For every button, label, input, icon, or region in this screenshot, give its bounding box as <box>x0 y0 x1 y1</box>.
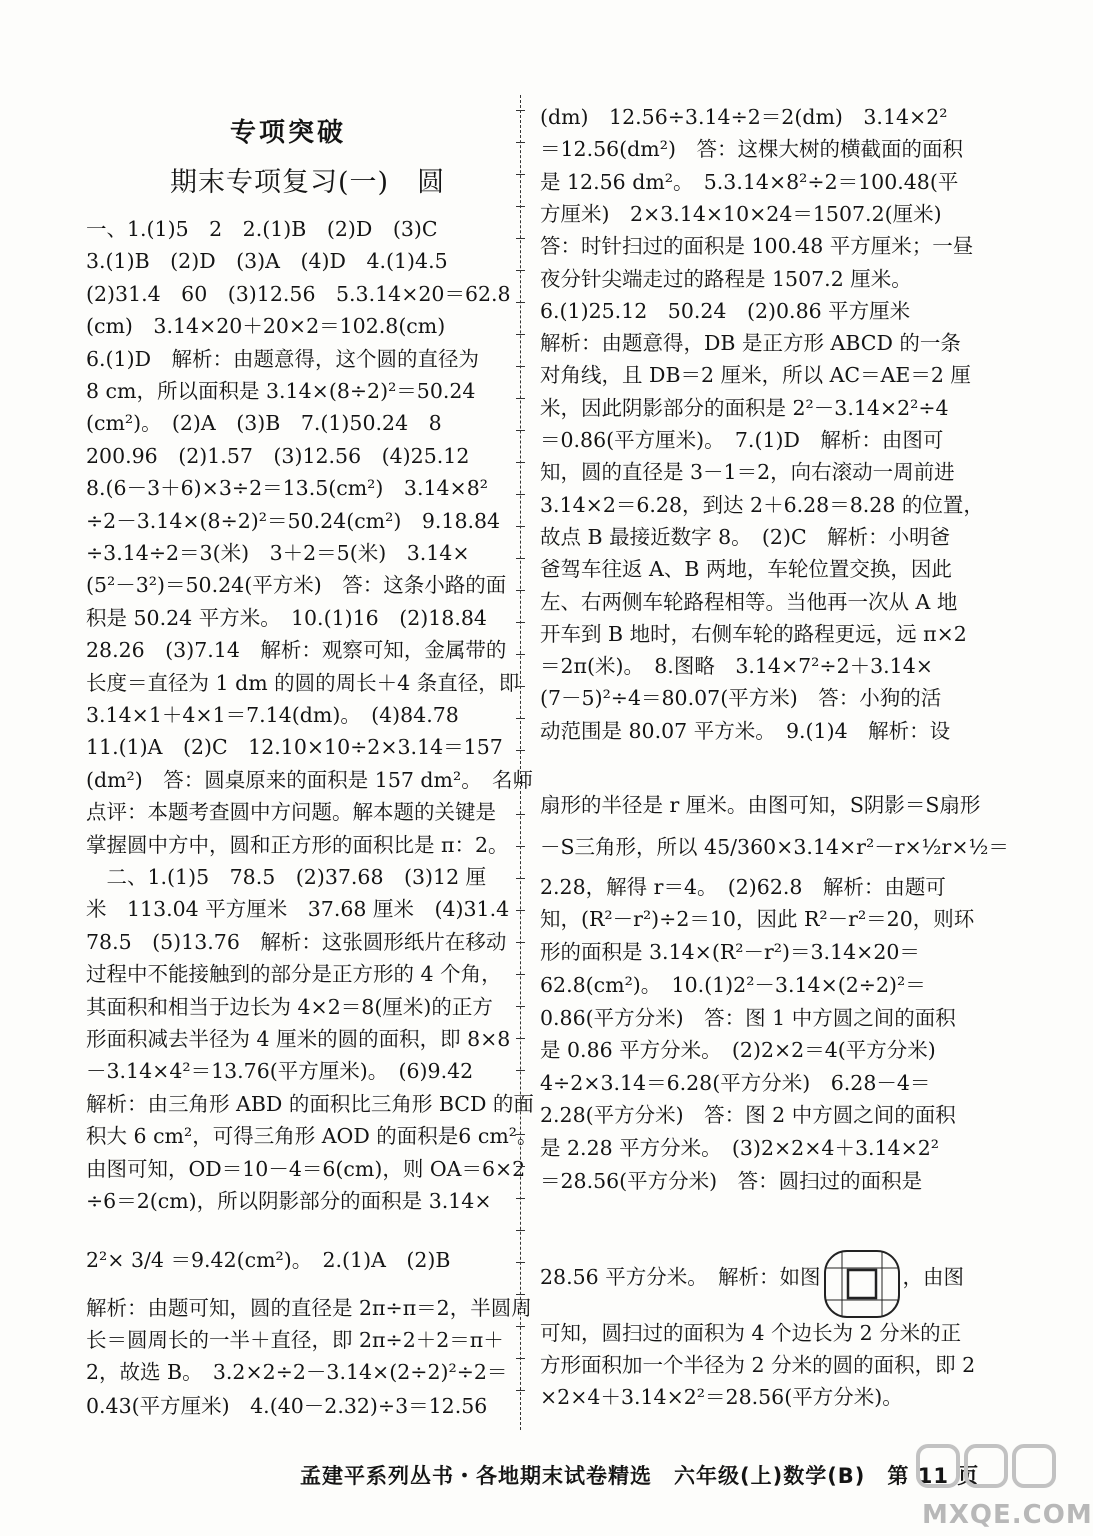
divider-tick <box>516 910 525 911</box>
right-text-line: 62.8(cm²)。 10.(1)2²－3.14×(2÷2)²＝ <box>540 973 926 997</box>
right-text-line: ＝2π(米)。 8.图略 3.14×7²÷2＋3.14× <box>540 654 933 679</box>
divider-tick <box>516 1134 525 1135</box>
right-text-line: 可知，圆扫过的面积为 4 个边长为 2 分米的正 <box>540 1321 962 1345</box>
left-text-line: 由图可知，OD＝10－4＝6(cm)，则 OA＝6×2 <box>86 1156 526 1181</box>
right-text-line: 方形面积加一个半径为 2 分米的圆的面积，即 2 <box>540 1353 976 1377</box>
right-text-line: 2.28，解得 r＝4。 (2)62.8 解析：由题可 <box>540 875 946 899</box>
left-text-line: 其面积和相当于边长为 4×2＝8(厘米)的正方 <box>86 994 493 1019</box>
right-text-line: 方厘米) 2×3.14×10×24＝1507.2(厘米) <box>540 201 942 226</box>
right-text-line: 扇形的半径是 r 厘米。由图可知，S阴影＝S扇形 <box>540 793 981 817</box>
divider-tick <box>516 718 525 719</box>
right-text-line: 0.86(平方分米) 答：图 1 中方圆之间的面积 <box>540 1006 956 1030</box>
divider-tick <box>516 686 525 687</box>
left-text-line: 掌握圆中方中，圆和正方形的面积比是 π：2。 <box>86 832 509 857</box>
left-text-line: (cm) 3.14×20＋20×2＝102.8(cm) <box>86 314 446 339</box>
divider-tick <box>516 430 525 431</box>
right-text-line: 米，因此阴影部分的面积是 2²－3.14×2²÷4 <box>540 395 949 420</box>
right-text-line: 动范围是 80.07 平方米。 9.(1)4 解析：设 <box>540 718 951 743</box>
divider-tick <box>516 1294 525 1295</box>
right-text-line: 6.(1)25.12 50.24 (2)0.86 平方厘米 <box>540 298 911 323</box>
right-text-line: 是 12.56 dm²。 5.3.14×8²÷2＝100.48(平 <box>540 169 959 194</box>
left-text-line: 二、1.(1)5 78.5 (2)37.68 (3)12 厘 <box>86 865 487 889</box>
divider-tick <box>516 622 525 623</box>
divider-tick <box>516 558 525 559</box>
divider-tick <box>516 206 525 207</box>
divider-tick <box>516 174 525 175</box>
right-text-line: (7－5)²÷4＝80.07(平方米) 答：小狗的活 <box>540 686 942 711</box>
left-text-line: (cm²)。 (2)A (3)B 7.(1)50.24 8 <box>86 411 442 436</box>
divider-tick <box>516 750 525 751</box>
divider-tick <box>516 270 525 271</box>
divider-tick <box>516 878 525 879</box>
left-text-line: ÷6＝2(cm)，所以阴影部分的面积是 3.14× <box>86 1189 492 1213</box>
left-text-line: 一、1.(1)5 2 2.(1)B (2)D (3)C <box>86 217 438 241</box>
swept-area-figure <box>822 1248 902 1320</box>
left-text-line: 点评：本题考查圆中方问题。解本题的关键是 <box>86 800 496 825</box>
right-text-line: ＝12.56(dm²) 答：这棵大树的横截面的面积 <box>540 137 963 162</box>
left-text-line: 2，故选 B。 3.2×2÷2－3.14×(2÷2)²÷2＝ <box>86 1360 508 1384</box>
right-text-line: 2.28(平方分米) 答：图 2 中方圆之间的面积 <box>540 1103 956 1127</box>
left-text-line: ÷2－3.14×(8÷2)²＝50.24(cm²) 9.18.84 <box>86 508 501 533</box>
section-title: 专项突破 <box>230 118 347 148</box>
left-text-line: 形面积减去半径为 4 厘米的圆的面积，即 8×8 <box>86 1027 511 1051</box>
divider-tick <box>516 1358 525 1359</box>
divider-tick <box>516 302 525 303</box>
divider-tick <box>516 942 525 943</box>
left-text-line: 米 113.04 平方厘米 37.68 厘米 (4)31.4 <box>86 897 510 922</box>
right-text-line: 开车到 B 地时，右侧车轮的路程更远，远 π×2 <box>540 621 967 646</box>
left-text-line: 8 cm，所以面积是 3.14×(8÷2)²＝50.24 <box>86 379 476 403</box>
divider-tick <box>516 1038 525 1039</box>
divider-tick <box>516 590 525 591</box>
right-text-line: (dm) 12.56÷3.14÷2＝2(dm) 3.14×2² <box>540 105 948 129</box>
right-text-line: ×2×4＋3.14×2²＝28.56(平方分米)。 <box>540 1385 903 1409</box>
divider-tick <box>516 1326 525 1327</box>
left-text-line: 6.(1)D 解析：由题意得，这个圆的直径为 <box>86 346 480 371</box>
right-text-line: 答：时针扫过的面积是 100.48 平方厘米；一昼 <box>540 234 974 259</box>
left-text-line: 过程中不能接触到的部分是正方形的 4 个角， <box>86 962 502 987</box>
right-text-line: 故点 B 最接近数字 8。 (2)C 解析：小明爸 <box>540 524 951 549</box>
divider-tick <box>516 974 525 975</box>
divider-tick <box>516 142 525 143</box>
divider-tick <box>516 1230 525 1231</box>
left-text-line: 0.43(平方厘米) 4.(40－2.32)÷3＝12.56 <box>86 1394 488 1418</box>
left-text-line: 解析：由题可知，圆的直径是 2π÷π＝2，半圆周 <box>86 1296 532 1320</box>
right-text-line: 对角线，且 DB＝2 厘米，所以 AC＝AE＝2 厘 <box>540 363 971 388</box>
divider-tick <box>516 334 525 335</box>
left-text-line: (dm²) 答：圆桌原来的面积是 157 dm²。 名师 <box>86 767 533 792</box>
left-text-line: 3.14×1＋4×1＝7.14(dm)。 (4)84.78 <box>86 703 459 727</box>
right-text-line: 夜分针尖端走过的路程是 1507.2 厘米。 <box>540 266 912 291</box>
watermark-text: MXQE.COM <box>922 1500 1093 1530</box>
right-text-line: ＝28.56(平方分米) 答：圆扫过的面积是 <box>540 1169 923 1193</box>
divider-tick <box>516 1102 525 1103</box>
divider-tick <box>516 1262 525 1263</box>
left-text-line: 解析：由三角形 ABD 的面积比三角形 BCD 的面 <box>86 1091 534 1116</box>
left-text-line: 11.(1)A (2)C 12.10×10÷2×3.14＝157 <box>86 735 503 760</box>
divider-tick <box>516 398 525 399</box>
left-text-line: －3.14×4²＝13.76(平方厘米)。 (6)9.42 <box>86 1059 474 1084</box>
divider-tick <box>516 654 525 655</box>
right-text-line: 知，(R²－r²)÷2＝10，因此 R²－r²＝20，则环 <box>540 907 975 931</box>
right-text-line: 爸驾车往返 A、B 两地，车轮位置交换，因此 <box>540 557 952 582</box>
divider-tick <box>516 238 525 239</box>
divider-tick <box>516 814 525 815</box>
left-text-line: 长度＝直径为 1 dm 的圆的周长＋4 条直径，即 <box>86 670 520 695</box>
right-text-line: 是 0.86 平方分米。 (2)2×2＝4(平方分米) <box>540 1038 936 1062</box>
right-text-line: ＝0.86(平方厘米)。 7.(1)D 解析：由图可 <box>540 428 944 452</box>
left-text-line: (2)31.4 60 (3)12.56 5.3.14×20＝62.8 <box>86 281 511 306</box>
divider-tick <box>516 494 525 495</box>
divider-tick <box>516 1006 525 1007</box>
left-text-line: 长＝圆周长的一半＋直径，即 2π÷2＋2＝π＋ <box>86 1328 504 1352</box>
left-text-line: 28.26 (3)7.14 解析：观察可知，金属带的 <box>86 638 507 663</box>
divider-tick <box>516 110 525 111</box>
divider-tick <box>516 1070 525 1071</box>
divider-tick <box>516 782 525 783</box>
chapter-subtitle: 期末专项复习(一) 圆 <box>170 167 446 198</box>
right-text-line: 3.14×2＝6.28，到达 2＋6.28＝8.28 的位置， <box>540 492 984 517</box>
right-text-line: 知，圆的直径是 3－1＝2，向右滚动一周前进 <box>540 460 955 485</box>
divider-tick <box>516 366 525 367</box>
page-footer: 孟建平系列丛书・各地期末试卷精选 六年级(上)数学(B) 第 11 页 <box>300 1464 980 1488</box>
right-text-line: －S三角形，所以 45/360×3.14×r²－r×½r×½＝ <box>540 835 1009 859</box>
right-text-line: 是 2.28 平方分米。 (3)2×2×4＋3.14×2² <box>540 1136 940 1160</box>
left-text-line: 200.96 (2)1.57 (3)12.56 (4)25.12 <box>86 443 470 468</box>
left-text-line: 2²× 3/4 ＝9.42(cm²)。 2.(1)A (2)B <box>86 1248 451 1272</box>
left-text-line: 积是 50.24 平方米。 10.(1)16 (2)18.84 <box>86 605 487 630</box>
left-text-line: (5²－3²)＝50.24(平方米) 答：这条小路的面 <box>86 573 507 598</box>
right-text-line: 形的面积是 3.14×(R²－r²)＝3.14×20＝ <box>540 940 920 964</box>
left-text-line: 8.(6－3＋6)×3÷2＝13.5(cm²) 3.14×8² <box>86 476 488 501</box>
divider-tick <box>516 846 525 847</box>
left-text-line: ÷3.14÷2＝3(米) 3＋2＝5(米) 3.14× <box>86 541 470 565</box>
left-text-line: 积大 6 cm²，可得三角形 AOD 的面积是6 cm²。 <box>86 1124 538 1149</box>
divider-tick <box>516 1198 525 1199</box>
right-text-line: 4÷2×3.14＝6.28(平方分米) 6.28－4＝ <box>540 1071 931 1095</box>
left-text-line: 78.5 (5)13.76 解析：这张圆形纸片在移动 <box>86 929 507 954</box>
left-text-line: 3.(1)B (2)D (3)A (4)D 4.(1)4.5 <box>86 249 448 274</box>
divider-tick <box>516 526 525 527</box>
right-text-line: 左、右两侧车轮路程相等。当他再一次从 A 地 <box>540 589 958 614</box>
divider-tick <box>516 1390 525 1391</box>
right-text-line: 28.56 平方分米。 解析：如图 ，由图 <box>540 1265 964 1289</box>
right-text-line: 解析：由题意得，DB 是正方形 ABCD 的一条 <box>540 331 961 356</box>
divider-tick <box>516 462 525 463</box>
divider-tick <box>516 1166 525 1167</box>
